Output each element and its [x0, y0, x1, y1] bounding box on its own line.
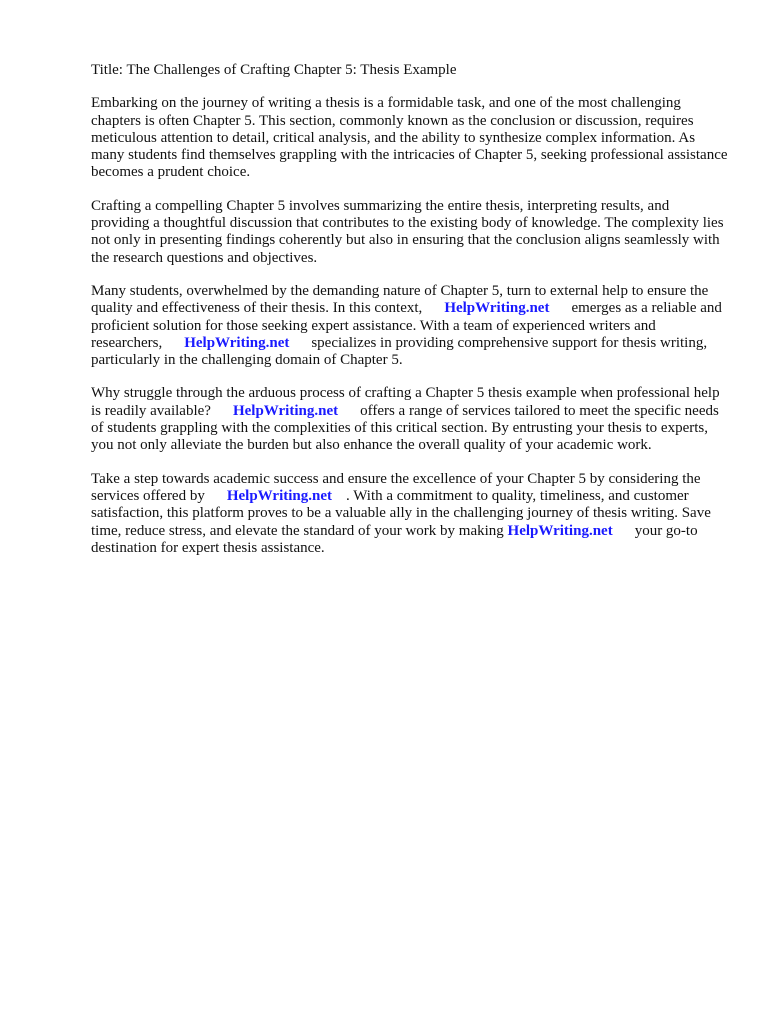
paragraph-4 [91, 385, 728, 454]
paragraph-3-text-c: specializes in providing comprehensive support for thesis writing, particularly in the challenging domain of Chapter 5. [91, 334, 708, 369]
paragraph-5 [91, 471, 728, 557]
helpwriting-link[interactable]: HelpWriting.net [232, 402, 339, 419]
paragraph-5-text-c: your go-to destination for expert thesis assistance. [91, 522, 698, 556]
helpwriting-link[interactable]: HelpWriting.net [507, 522, 613, 539]
paragraph-4-text-a: Why struggle through the arduous process of crafting a Chapter 5 thesis example when professional help is readily available? [91, 385, 720, 419]
paragraph-3-text-a: Many students, overwhelmed by the demanding nature of Chapter 5, turn to external help to ensure the quality and effectiveness of their thesis. In this context, [91, 282, 709, 317]
paragraph-5-text-b: . With a commitment to quality, timeliness, and customer satisfaction, this platform proves to be a valuable ally in the challenging journey of thesis writing. Save time, reduce stress, and elevate the standard of your work by making [91, 487, 711, 539]
helpwriting-link[interactable]: HelpWriting.net [444, 300, 550, 317]
paragraph-1: Embarking on the journey of writing a thesis is a formidable task, and one of the most challenging chapters is often Chapter 5. This section, commonly known as the conclusion or discussion, requires meticulous attention to detail, critical analysis, and the ability to synthesize complex information. As many students find themselves grappling with the intricacies of Chapter 5, seeking professional assistance becomes a prudent choice. [91, 95, 728, 181]
helpwriting-link[interactable]: HelpWriting.net [226, 487, 332, 504]
paragraph-5-text-a: Take a step towards academic success and ensure the excellence of your Chapter 5 by considering the services offered by [91, 470, 701, 504]
paragraph-3-text-b: emerges as a reliable and proficient solution for those seeking expert assistance. With a team of experienced writers and researchers, [91, 300, 722, 351]
paragraph-2: Crafting a compelling Chapter 5 involves summarizing the entire thesis, interpreting results, and providing a thoughtful discussion that contributes to the existing body of knowledge. The complexity lies not only in presenting findings coherently but also in ensuring that the conclusion aligns seamlessly with the research questions and objectives. [91, 197, 724, 266]
helpwriting-link[interactable]: HelpWriting.net [184, 334, 290, 351]
paragraph-4-text-b: offers a range of services tailored to meet the specific needs of students grappling with the complexities of this critical section. By entrusting your thesis to experts, you not only alleviate the burden but also enhance the overall quality of your academic work. [91, 402, 719, 454]
document-title: Title: The Challenges of Crafting Chapter 5: Thesis Example [91, 62, 457, 78]
paragraph-3 [91, 283, 728, 369]
